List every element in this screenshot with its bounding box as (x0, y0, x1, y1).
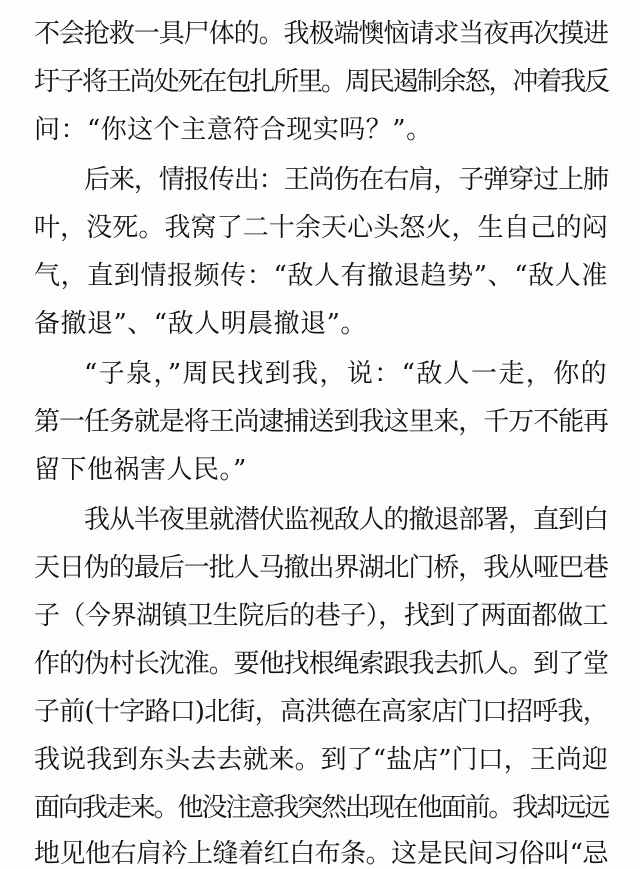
text-line-10-content: 留下他祸害人民。” (34, 455, 247, 485)
text-line-7-content: 备撤退”、“敌人明晨撤退”。 (34, 309, 367, 339)
text-line-8 (0, 352, 640, 396)
text-line-18-content: 地见他右肩衿上缝着红白布条。这是民间习俗叫“忌 (34, 839, 608, 869)
text-line-12 (0, 546, 640, 590)
text-line-16-content: 我说我到东头去去就来。到了“盐店”门口，王尚迎 (34, 745, 608, 775)
text-line-11-content: 我从半夜里就潜伏监视敌人的撤退部署，直到白 (84, 505, 608, 535)
text-line-14 (0, 642, 640, 686)
text-line-8-content: “子泉，”周民找到我，说：“敌人一走，你的 (84, 359, 608, 389)
text-line-17 (0, 786, 640, 830)
text-line-14-content: 作的伪村长沈淮。要他找根绳索跟我去抓人。到了堂 (34, 649, 608, 679)
text-line-4 (0, 158, 640, 202)
text-line-3-content: 问：“你这个主意符合现实吗？”。 (34, 115, 433, 145)
text-line-7 (0, 302, 640, 346)
text-line-4-content: 后来，情报传出：王尚伤在右肩，子弹穿过上肺 (84, 165, 608, 195)
text-line-13 (0, 594, 640, 638)
text-line-13-content: 子（今界湖镇卫生院后的巷子），找到了两面都做工 (34, 601, 608, 631)
text-line-9-content: 第一任务就是将王尚逮捕送到我这里来，千万不能再 (34, 407, 608, 437)
text-line-6-content: 气，直到情报频传：“敌人有撤退趋势”、“敌人准 (34, 261, 608, 291)
text-line-10 (0, 448, 640, 492)
text-line-9 (0, 400, 640, 444)
text-line-11 (0, 498, 640, 542)
text-line-3 (0, 108, 640, 152)
text-line-1 (0, 12, 640, 56)
text-line-5 (0, 206, 640, 250)
text-line-18 (0, 832, 640, 869)
text-line-1-content: 不会抢救一具尸体的。我极端懊恼请求当夜再次摸进 (34, 19, 608, 49)
text-line-17-content: 面向我走来。他没注意我突然出现在他面前。我却远远 (34, 793, 608, 823)
text-line-16 (0, 738, 640, 782)
text-line-15-content: 子前(十字路口)北街，高洪德在高家店门口招呼我， (34, 697, 608, 727)
text-line-2-content: 圩子将王尚处死在包扎所里。周民遏制余怒，冲着我反 (34, 67, 608, 97)
text-line-5-content: 叶，没死。我窝了二十余天心头怒火，生自己的闷 (34, 213, 608, 243)
text-line-6 (0, 254, 640, 298)
text-line-12-content: 天日伪的最后一批人马撤出界湖北门桥，我从哑巴巷 (34, 553, 608, 583)
text-line-2 (0, 60, 640, 104)
text-line-15 (0, 690, 640, 734)
